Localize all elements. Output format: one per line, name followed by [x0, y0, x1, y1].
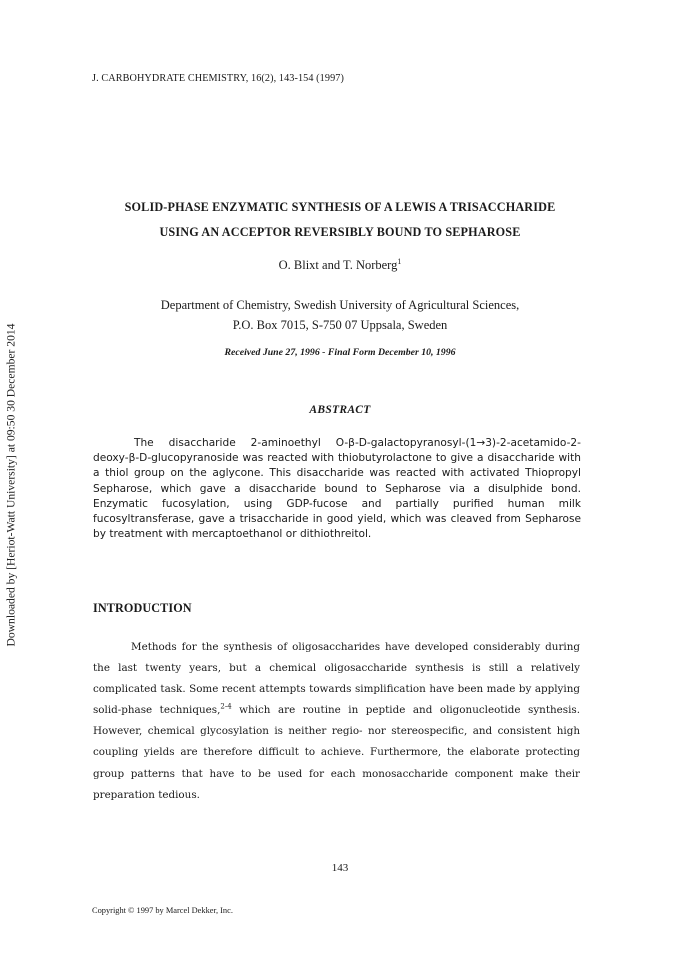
introduction-heading: INTRODUCTION: [93, 601, 192, 615]
download-watermark: [4, 300, 18, 670]
affiliation-line-1: Department of Chemistry, Swedish University of Agricultural Sciences,: [160, 298, 520, 312]
affiliation-line-2: P.O. Box 7015, S-750 07 Uppsala, Sweden: [232, 318, 448, 332]
authors: [80, 257, 600, 273]
intro-text-part-1: Methods for the synthesis of oligosaccharides have developed considerably during the last twenty years, but a chemical oligosaccharide synthesis is still a relatively complicated task. Some recent attempts towards simplification have been made by applying solid-phase techniques,: [93, 641, 580, 717]
intro-text-part-2: which are routine in peptide and oligonucleotide synthesis. However, chemical glycosylation is neither regio- nor stereospecific, and consistent high coupling yields are therefore difficult to achieve. Furthermore, the elaborate protecting group patterns that have to be used for each monosaccharide component make their preparation tedious.: [93, 704, 580, 801]
abstract-body: The disaccharide 2-aminoethyl O-β-D-galactopyranosyl-(1→3)-2-acetamido-2-deoxy-β-D-glucopyranoside was reacted with thiobutyrolactone to give a disaccharide with a thiol group on the aglycone. This disaccharide was reacted with activated Thiopropyl Sepharose, which gave a disaccharide bound to Sepharose via a disulphide bond. Enzymatic fucosylation, using GDP-fucose and partially purified human milk fucosyltransferase, gave a trisaccharide in good yield, which was cleaved from Sepharose by treatment with mercaptoethanol or dithiothreitol.: [93, 437, 581, 541]
intro-citation-ref: 2-4: [220, 702, 232, 711]
journal-citation: J. CARBOHYDRATE CHEMISTRY, 16(2), 143-154 (1997): [92, 73, 344, 84]
paper-title-line-1: SOLID-PHASE ENZYMATIC SYNTHESIS OF A LEWIS A TRISACCHARIDE: [124, 200, 556, 214]
author-names: O. Blixt and T. Norberg: [278, 258, 398, 273]
paper-title-line-2: USING AN ACCEPTOR REVERSIBLY BOUND TO SEPHAROSE: [159, 225, 521, 239]
copyright-notice: Copyright © 1997 by Marcel Dekker, Inc.: [92, 906, 233, 915]
author-footnote-marker: 1: [397, 257, 402, 266]
introduction-body: [93, 637, 580, 806]
page-number: 143: [331, 862, 349, 874]
download-watermark-text: Downloaded by [Heriot-Watt University] at 09:50 30 December 2014: [4, 323, 18, 647]
abstract-heading: ABSTRACT: [309, 404, 371, 416]
received-dates: Received June 27, 1996 - Final Form December 10, 1996: [224, 347, 456, 358]
